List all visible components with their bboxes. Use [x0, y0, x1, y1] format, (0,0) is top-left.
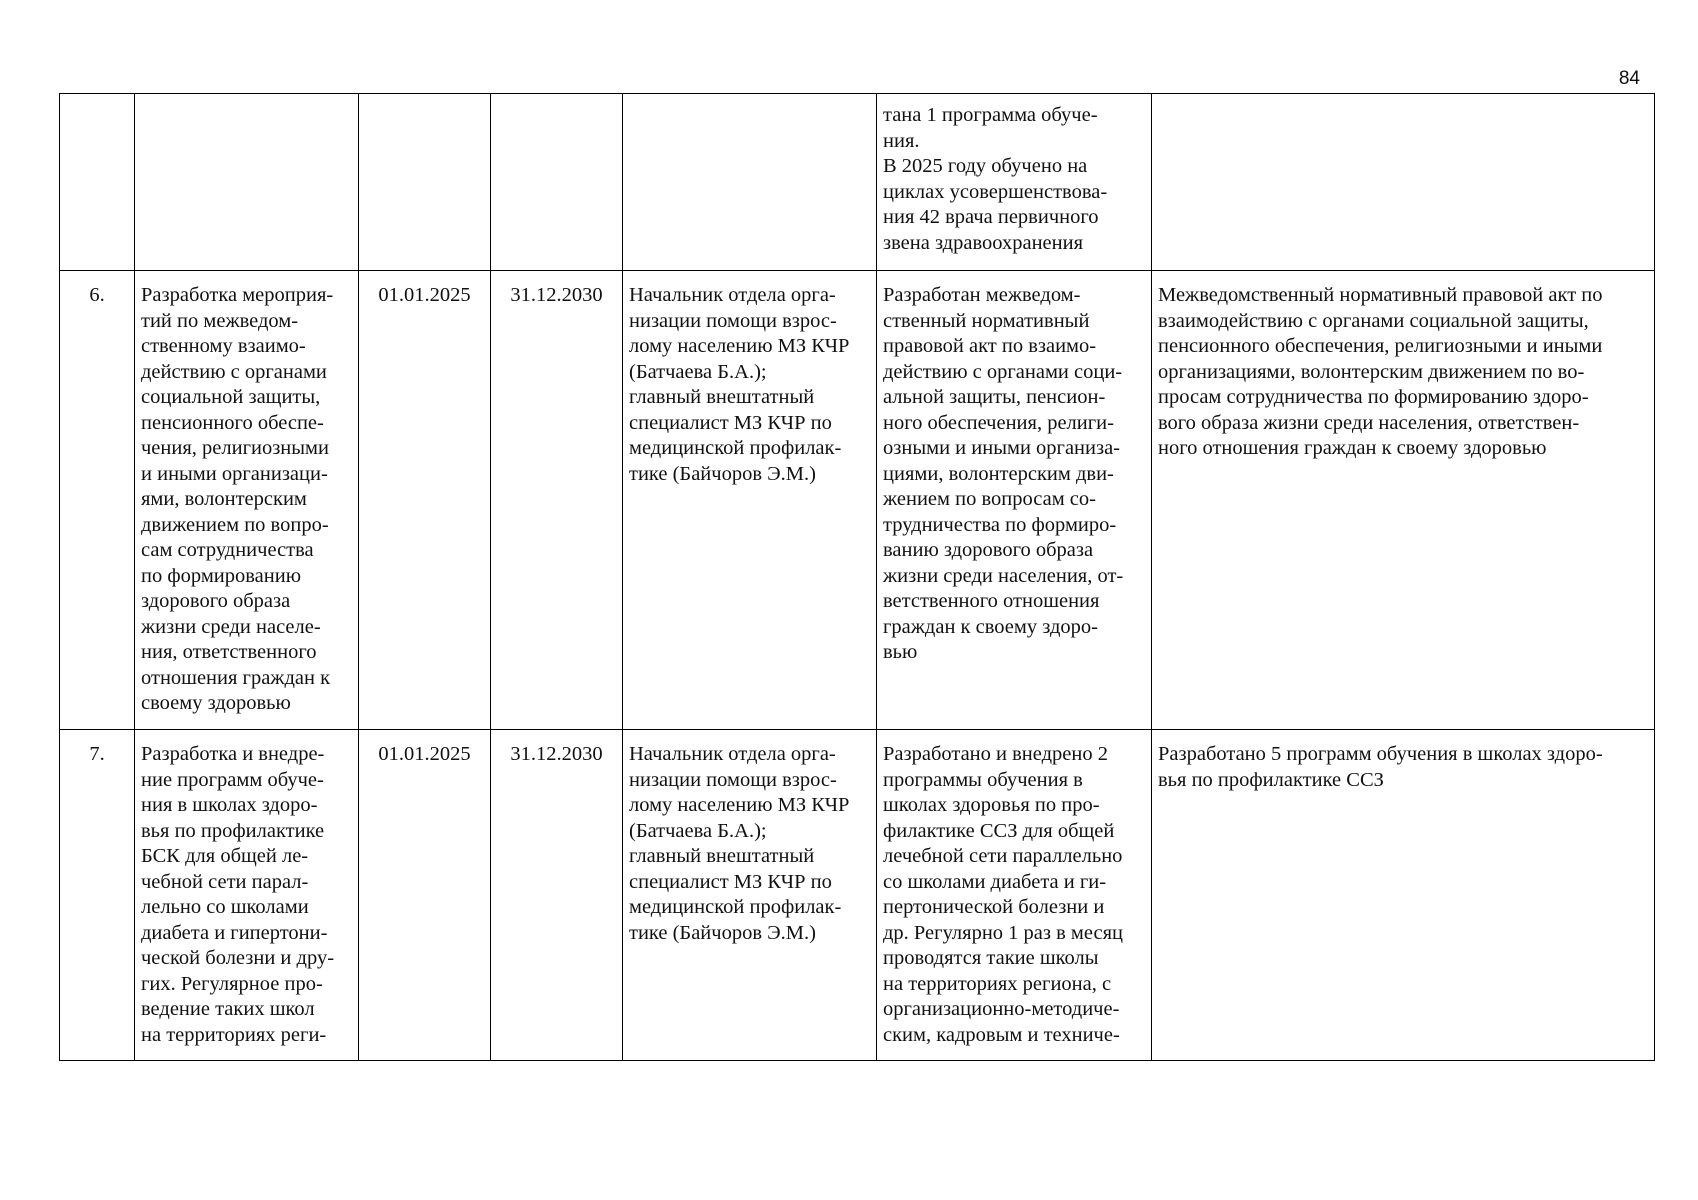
indicator-cell: Межведомственный нормативный правовой акт по взаимодействию с органами социальной защиты, пенсионного обеспечения, религиозными и иными организациями, волонтерским движением по во- просам сотрудничества по формированию здоро- вого образа жизни среди населения, ответствен- ного отношения граждан к своему здоровью [1152, 271, 1655, 730]
responsible-cell: Начальник отдела орга- низации помощи взрос- лому населению МЗ КЧР (Батчаева Б.А.); главный внештатный специалист МЗ КЧР по медицинской профилак- тике (Байчоров Э.М.) [623, 730, 877, 1061]
start-date-cell [359, 94, 491, 271]
end-date-cell [491, 94, 623, 271]
indicator-cell: Разработано 5 программ обучения в школах здоро- вья по профилактике ССЗ [1152, 730, 1655, 1061]
end-date-cell: 31.12.2030 [491, 271, 623, 730]
activity-cell: Разработка мероприя- тий по межведом- ственному взаимо- действию с органами социальной защиты, пенсионного обеспе- чения, религиозными и иными организаци- ями, волонтерским движением по вопро- сам сотрудничества по формированию здорового образа жизни среди населе- ния, ответственного отношения граждан к своему здоровью [135, 271, 359, 730]
activity-cell: Разработка и внедре- ние программ обуче- ния в школах здоро- вья по профилактике БСК для общей ле- чебной сети парал- лельно со школами диабета и гипертони- ческой болезни и дру- гих. Регулярное про- ведение таких школ на территориях реги- [135, 730, 359, 1061]
responsible-cell: Начальник отдела орга- низации помощи взрос- лому населению МЗ КЧР (Батчаева Б.А.); главный внештатный специалист МЗ КЧР по медицинской профилак- тике (Байчоров Э.М.) [623, 271, 877, 730]
activity-table [59, 93, 1655, 1061]
responsible-cell [623, 94, 877, 271]
start-date-cell: 01.01.2025 [359, 271, 491, 730]
row-number: 6. [60, 271, 135, 730]
indicator-cell [1152, 94, 1655, 271]
result-cell: тана 1 программа обуче- ния. В 2025 году обучено на циклах усовершенствова- ния 42 врача первичного звена здравоохранения [877, 94, 1152, 271]
start-date-cell: 01.01.2025 [359, 730, 491, 1061]
table-row [60, 730, 1655, 1061]
table-row [60, 94, 1655, 271]
activity-cell [135, 94, 359, 271]
row-number: 7. [60, 730, 135, 1061]
page-number: 84 [1618, 68, 1640, 89]
table-row [60, 271, 1655, 730]
end-date-cell: 31.12.2030 [491, 730, 623, 1061]
row-number [60, 94, 135, 271]
result-cell: Разработан межведом- ственный нормативный правовой акт по взаимо- действию с органами соци- альной защиты, пенсион- ного обеспечения, религи- озными и иными организа- циями, волонтерским дви- жением по вопросам со- трудничества по формиро- ванию здорового образа жизни среди населения, от- ветственного отношения граждан к своему здоро- вью [877, 271, 1152, 730]
result-cell: Разработано и внедрено 2 программы обучения в школах здоровья по про- филактике ССЗ для общей лечебной сети параллельно со школами диабета и ги- пертонической болезни и др. Регулярно 1 раз в месяц проводятся такие школы на территориях региона, с организационно-методиче- ским, кадровым и техниче- [877, 730, 1152, 1061]
